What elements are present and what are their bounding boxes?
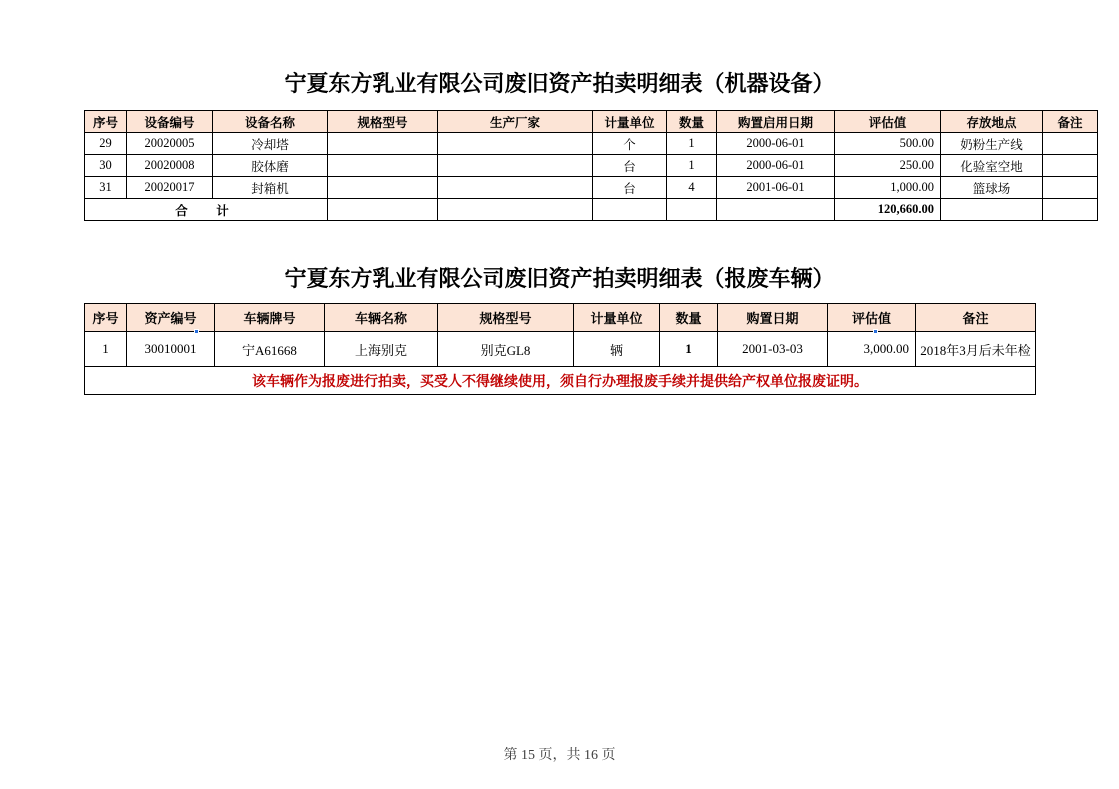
table-row bbox=[85, 155, 1098, 177]
vehicles-col-seq: 序号 bbox=[85, 304, 127, 332]
cell-name: 上海别克 bbox=[325, 332, 438, 367]
cell-model bbox=[328, 155, 438, 177]
cell-value: 3,000.00 bbox=[828, 332, 916, 367]
cell-date: 2000-06-01 bbox=[717, 155, 835, 177]
selection-handle-left[interactable] bbox=[194, 329, 199, 334]
machines-table-title: 宁夏东方乳业有限公司废旧资产拍卖明细表（机器设备） bbox=[284, 71, 835, 96]
cell-seq: 29 bbox=[85, 133, 127, 155]
selection-handle-right[interactable] bbox=[873, 329, 878, 334]
total-label: 合 计 bbox=[85, 199, 328, 221]
total-blank-model bbox=[328, 199, 438, 221]
machines-header-row bbox=[85, 111, 1098, 133]
machines-col-location: 存放地点 bbox=[941, 111, 1043, 133]
cell-unit: 台 bbox=[593, 155, 667, 177]
vehicles-table-title: 宁夏东方乳业有限公司废旧资产拍卖明细表（报废车辆） bbox=[284, 266, 835, 291]
vehicles-col-plate: 车辆牌号 bbox=[215, 304, 325, 332]
machines-col-qty: 数量 bbox=[667, 111, 717, 133]
page-footer: 第 15 页，共 16 页 bbox=[503, 748, 616, 763]
cell-plate: 宁A61668 bbox=[215, 332, 325, 367]
total-blank-manufacturer bbox=[438, 199, 593, 221]
total-blank-location bbox=[941, 199, 1043, 221]
cell-qty: 1 bbox=[667, 133, 717, 155]
cell-name: 封箱机 bbox=[213, 177, 328, 199]
total-blank-remark bbox=[1043, 199, 1098, 221]
cell-qty: 4 bbox=[667, 177, 717, 199]
machines-col-name: 设备名称 bbox=[213, 111, 328, 133]
machines-total-row bbox=[85, 199, 1098, 221]
vehicles-notice-text: 该车辆作为报废进行拍卖，买受人不得继续使用，须自行办理报废手续并提供给产权单位报废证明。 bbox=[85, 367, 1036, 395]
machines-col-seq: 序号 bbox=[85, 111, 127, 133]
cell-qty: 1 bbox=[660, 332, 718, 367]
vehicles-header-row bbox=[85, 304, 1036, 332]
vehicles-col-unit: 计量单位 bbox=[574, 304, 660, 332]
table-row bbox=[85, 332, 1036, 367]
cell-unit: 台 bbox=[593, 177, 667, 199]
vehicles-col-model: 规格型号 bbox=[438, 304, 574, 332]
vehicles-col-date: 购置日期 bbox=[718, 304, 828, 332]
machines-col-model: 规格型号 bbox=[328, 111, 438, 133]
cell-code: 20020008 bbox=[127, 155, 213, 177]
vehicles-col-name: 车辆名称 bbox=[325, 304, 438, 332]
total-blank-unit bbox=[593, 199, 667, 221]
vehicles-notice-row bbox=[85, 367, 1036, 395]
cell-seq: 30 bbox=[85, 155, 127, 177]
machines-col-remark: 备注 bbox=[1043, 111, 1098, 133]
cell-manufacturer bbox=[438, 155, 593, 177]
cell-value: 500.00 bbox=[835, 133, 941, 155]
cell-value: 1,000.00 bbox=[835, 177, 941, 199]
machines-col-manufacturer: 生产厂家 bbox=[438, 111, 593, 133]
cell-unit: 个 bbox=[593, 133, 667, 155]
cell-code: 30010001 bbox=[127, 332, 215, 367]
cell-remark bbox=[1043, 155, 1098, 177]
machines-table bbox=[84, 110, 1098, 221]
total-blank-qty bbox=[667, 199, 717, 221]
cell-date: 2001-06-01 bbox=[717, 177, 835, 199]
cell-manufacturer bbox=[438, 133, 593, 155]
vehicles-col-remark: 备注 bbox=[916, 304, 1036, 332]
cell-manufacturer bbox=[438, 177, 593, 199]
cell-name: 胶体磨 bbox=[213, 155, 328, 177]
cell-remark bbox=[1043, 133, 1098, 155]
vehicles-col-qty: 数量 bbox=[660, 304, 718, 332]
cell-seq: 31 bbox=[85, 177, 127, 199]
machines-col-date: 购置启用日期 bbox=[717, 111, 835, 133]
cell-location: 篮球场 bbox=[941, 177, 1043, 199]
cell-model bbox=[328, 177, 438, 199]
cell-value: 250.00 bbox=[835, 155, 941, 177]
cell-location: 化验室空地 bbox=[941, 155, 1043, 177]
cell-date: 2001-03-03 bbox=[718, 332, 828, 367]
cell-unit: 辆 bbox=[574, 332, 660, 367]
table-row bbox=[85, 133, 1098, 155]
cell-date: 2000-06-01 bbox=[717, 133, 835, 155]
table-row bbox=[85, 177, 1098, 199]
cell-model bbox=[328, 133, 438, 155]
cell-code: 20020005 bbox=[127, 133, 213, 155]
cell-location: 奶粉生产线 bbox=[941, 133, 1043, 155]
cell-qty: 1 bbox=[667, 155, 717, 177]
cell-remark: 2018年3月后未年检 bbox=[916, 332, 1036, 367]
cell-name: 冷却塔 bbox=[213, 133, 328, 155]
cell-code: 20020017 bbox=[127, 177, 213, 199]
cell-model: 别克GL8 bbox=[438, 332, 574, 367]
vehicles-col-code: 资产编号 bbox=[127, 304, 215, 332]
total-blank-date bbox=[717, 199, 835, 221]
cell-remark bbox=[1043, 177, 1098, 199]
machines-col-code: 设备编号 bbox=[127, 111, 213, 133]
total-value: 120,660.00 bbox=[835, 199, 941, 221]
cell-seq: 1 bbox=[85, 332, 127, 367]
vehicles-col-value: 评估值 bbox=[828, 304, 916, 332]
machines-col-value: 评估值 bbox=[835, 111, 941, 133]
machines-col-unit: 计量单位 bbox=[593, 111, 667, 133]
vehicles-table bbox=[84, 303, 1036, 395]
